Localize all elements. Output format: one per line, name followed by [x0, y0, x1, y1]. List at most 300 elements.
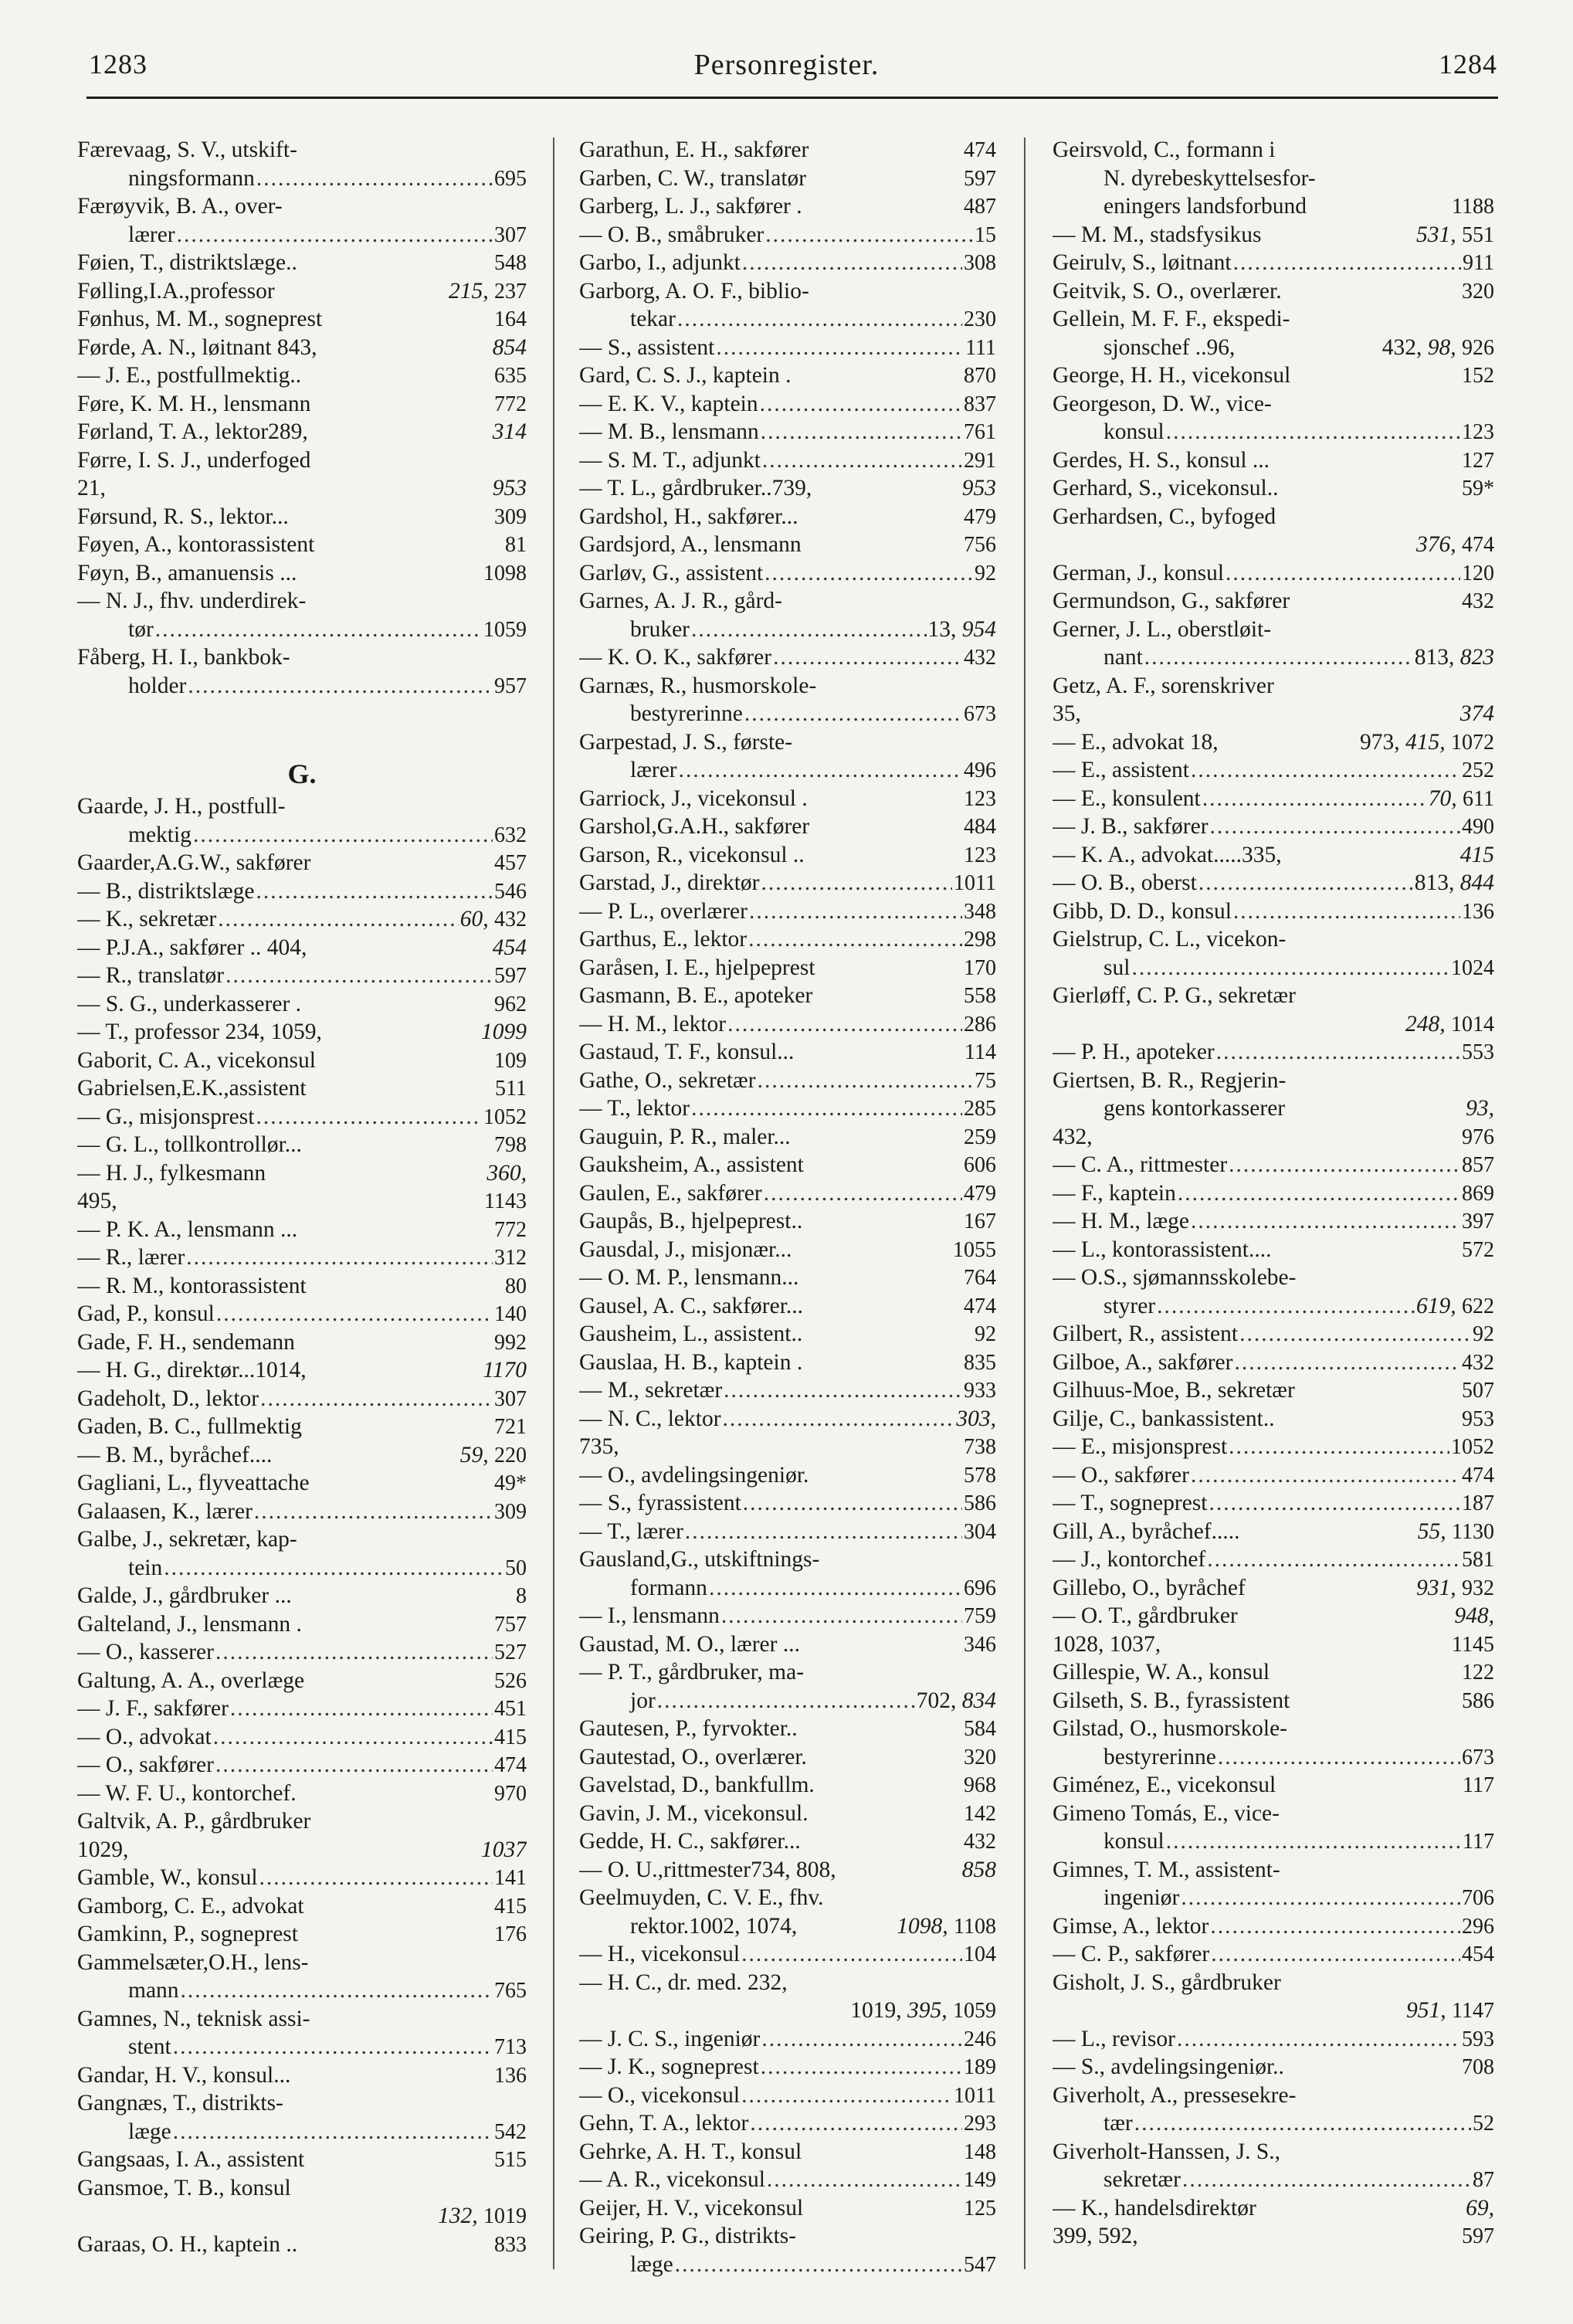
entry-text: Gamnes, N., teknisk assi-	[77, 2006, 310, 2031]
page-reference: 152	[1462, 364, 1494, 388]
dot-leader	[260, 1385, 493, 1413]
entry-text: — W. F. U., kontorchef.	[77, 1780, 297, 1806]
page-reference-italic: 132,	[438, 2204, 478, 2228]
index-entry-line	[77, 418, 527, 446]
page-reference-italic: 858	[961, 1857, 996, 1882]
entry-text: Gausel, A. C., sakfører...	[579, 1293, 804, 1318]
page-reference: 857	[1462, 1153, 1494, 1177]
page-reference-italic: 954	[961, 616, 996, 642]
page-reference: 81	[505, 533, 527, 557]
page-reference: 496	[964, 758, 996, 782]
entry-text: — R. M., kontorassistent	[77, 1273, 307, 1298]
entry-text: Føyen, A., kontorassistent	[77, 532, 315, 557]
index-entry-line	[579, 1884, 996, 1912]
dot-leader	[1218, 1743, 1460, 1772]
page-number-left: 1283	[89, 49, 147, 80]
index-entry-line	[579, 982, 996, 1010]
page-reference: 551	[1462, 222, 1494, 247]
index-entry-line	[77, 249, 527, 277]
index-entry-line	[1053, 1545, 1494, 1574]
page-reference: 307	[494, 1386, 527, 1411]
entry-text: — O. B., småbruker	[579, 222, 764, 247]
index-entry-line	[1053, 2166, 1494, 2194]
index-entry-line	[1053, 1376, 1494, 1405]
dot-leader	[761, 2053, 962, 2081]
index-entry-line	[1053, 643, 1494, 672]
index-entry-line	[579, 1376, 996, 1405]
dot-leader	[188, 672, 493, 701]
entry-text: — H. C., dr. med. 232,	[579, 1969, 788, 1995]
index-entry-line	[77, 334, 527, 362]
index-column-2	[579, 136, 996, 2278]
entry-text: — N. C., lektor	[579, 1406, 721, 1431]
index-entry-line	[1053, 1658, 1494, 1687]
entry-text: Gastaud, T. F., konsul...	[579, 1040, 795, 1064]
space	[948, 1997, 953, 2025]
dot-leader	[1166, 1827, 1461, 1856]
dot-leader	[1131, 954, 1449, 982]
page-reference-italic: 376,	[1416, 532, 1456, 557]
entry-text: — N. J., fhv. underdirek-	[77, 589, 307, 613]
page-reference: 220	[494, 1443, 527, 1467]
page-reference: 59*	[1462, 477, 1494, 500]
index-entry-line	[579, 1518, 996, 1546]
space	[1422, 334, 1427, 362]
dot-leader	[685, 1518, 962, 1546]
entry-text: — I., lensmann	[579, 1603, 720, 1628]
entry-text: — H., vicekonsul	[579, 1942, 741, 1966]
index-entry-line	[1053, 2138, 1494, 2166]
page-reference: 432	[964, 646, 996, 670]
dot-leader	[213, 1723, 493, 1752]
page-reference: 308	[964, 251, 996, 275]
index-entry-line	[77, 1695, 527, 1723]
page-reference: 611	[1463, 786, 1494, 811]
index-entry-line	[1053, 1094, 1494, 1123]
index-entry-line	[77, 1300, 527, 1328]
dot-leader	[1229, 1151, 1460, 1179]
index-entry-line	[77, 192, 527, 221]
index-entry-line	[579, 446, 996, 475]
entry-text: Gautestad, O., overlærer.	[579, 1744, 807, 1769]
page-reference: 1055	[953, 1237, 996, 1262]
page-reference: 973,	[1360, 729, 1400, 755]
page-reference: 1143	[484, 1189, 527, 1213]
index-entry-line	[1053, 1771, 1494, 1800]
entry-text: — M., sekretær	[579, 1378, 723, 1403]
index-entry-line	[579, 1067, 996, 1095]
index-entry-line	[1053, 587, 1494, 616]
entry-text: — S., fyrassistent	[579, 1491, 741, 1515]
page-reference-italic: 1037	[481, 1837, 527, 1862]
index-entry-line	[579, 1433, 996, 1461]
index-entry-line	[579, 390, 996, 419]
index-entry-line	[77, 1498, 527, 1526]
entry-text: — O.S., sjømannsskolebe-	[1053, 1265, 1297, 1290]
dot-leader	[1216, 1038, 1460, 1067]
entry-text: rektor.1002, 1074,	[630, 1913, 798, 1939]
dot-leader	[1144, 643, 1413, 672]
dot-leader	[679, 756, 962, 785]
entry-text: — O., sakfører	[1053, 1462, 1189, 1488]
entry-text: — O. U.,rittmester734, 808,	[579, 1857, 836, 1882]
page-reference: 586	[1462, 1688, 1494, 1713]
entry-text: Geiring, P. G., distrikts-	[579, 2224, 797, 2248]
entry-text: — P. H., apoteker	[1053, 1040, 1215, 1064]
page-reference: 1145	[1452, 1632, 1494, 1657]
page-reference: 870	[964, 364, 996, 388]
index-entry-line	[1053, 1405, 1494, 1433]
page-reference-italic: 303,	[956, 1406, 996, 1431]
page-reference: 474	[1462, 1463, 1494, 1488]
index-entry-line	[579, 165, 996, 193]
page-reference: 320	[1462, 279, 1494, 304]
entry-text: Gamkinn, P., sogneprest	[77, 1922, 298, 1946]
index-entry-line	[579, 418, 996, 446]
index-entry-line	[579, 1010, 996, 1039]
page-reference: 432	[1462, 589, 1494, 613]
page-reference: 572	[1462, 1237, 1494, 1262]
index-entry-line	[579, 616, 996, 644]
entry-text: — J. C. S., ingeniør	[579, 2026, 761, 2051]
page-reference-italic: 844	[1459, 870, 1494, 895]
index-column-1	[77, 136, 527, 2258]
entry-text: tein	[128, 1555, 163, 1580]
index-entry-line	[579, 756, 996, 785]
page-reference: 111	[965, 335, 996, 360]
page-reference: 15	[975, 222, 996, 247]
entry-text: bruker	[630, 616, 690, 642]
entry-text: Geijer, H. V., vicekonsul	[579, 2195, 804, 2221]
page-reference: 970	[494, 1781, 527, 1806]
entry-text: Gimse, A., lektor	[1053, 1913, 1209, 1939]
space	[1456, 1574, 1462, 1603]
space	[489, 1441, 494, 1470]
index-entry-line	[1053, 2053, 1494, 2081]
entry-text: 735,	[579, 1434, 619, 1459]
page-reference: 457	[494, 851, 527, 875]
page-reference: 141	[494, 1866, 527, 1890]
entry-text: Gerhardsen, C., byfoged	[1053, 504, 1276, 529]
page-reference-italic: 953	[492, 476, 527, 500]
entry-text: Gangsaas, I. A., assistent	[77, 2147, 305, 2172]
index-entry-line	[77, 1047, 527, 1075]
entry-text: læge	[128, 2119, 171, 2144]
page-reference: 558	[964, 984, 996, 1008]
page-reference: 92	[975, 1322, 996, 1346]
page-reference: 833	[494, 2232, 527, 2257]
entry-text: Galbe, J., sekretær, kap-	[77, 1527, 297, 1552]
entry-text: Gagliani, L., flyveattache	[77, 1471, 310, 1495]
page-reference-italic: 1170	[483, 1358, 527, 1383]
entry-text: Georgeson, D. W., vice-	[1053, 391, 1272, 416]
page-reference: 548	[494, 251, 527, 275]
index-entry-line	[1053, 531, 1494, 559]
page-reference-italic: 948,	[1454, 1603, 1494, 1628]
page-reference: 127	[1462, 448, 1494, 473]
entry-text: — B., distriktslæge	[77, 878, 255, 904]
page-reference: 713	[494, 2035, 527, 2059]
index-entry-line	[579, 2109, 996, 2138]
entry-text: 35,	[1053, 701, 1081, 726]
entry-text: — O., sakfører	[77, 1752, 214, 1777]
dot-leader	[723, 1405, 955, 1433]
entry-text: Gilstad, O., husmorskole-	[1053, 1716, 1287, 1741]
index-entry-line	[579, 559, 996, 588]
index-entry-line	[579, 672, 996, 701]
page-reference: 1130	[1452, 1519, 1494, 1544]
entry-text: Gansmoe, T. B., konsul	[77, 2175, 291, 2200]
index-entry-line	[1053, 361, 1494, 390]
page-reference: 304	[964, 1519, 996, 1544]
entry-text: 432,	[1053, 1124, 1093, 1149]
page-reference: 764	[964, 1266, 996, 1290]
page-reference: 136	[494, 2063, 527, 2088]
index-entry-line	[579, 1856, 996, 1885]
entry-text: — J. B., sakfører	[1053, 814, 1209, 839]
entry-text: — S. G., underkasserer .	[77, 991, 302, 1016]
page-reference: 635	[494, 364, 527, 388]
index-entry-line	[579, 1912, 996, 1941]
page-reference-italic: 215,	[449, 278, 489, 304]
index-entry-line	[1053, 305, 1494, 334]
page-reference: 87	[1473, 2168, 1494, 2192]
index-entry-line	[579, 1969, 996, 1997]
entry-text: nant	[1103, 645, 1143, 670]
space	[1400, 728, 1405, 757]
entry-text: ningsformann	[128, 165, 255, 191]
entry-text: Galde, J., gårdbruker ...	[77, 1583, 292, 1608]
space	[1446, 1997, 1452, 2025]
index-entry-line	[579, 1151, 996, 1179]
entry-text: Fåberg, H. I., bankbok-	[77, 645, 290, 670]
index-entry-line	[579, 474, 996, 503]
index-entry-line	[77, 1949, 527, 1977]
index-entry-line	[579, 587, 996, 616]
entry-text: Gauguin, P. R., maler...	[579, 1124, 791, 1149]
index-entry-line	[579, 2166, 996, 2194]
page-reference: 252	[1462, 758, 1494, 782]
dot-leader	[193, 821, 493, 850]
dot-leader	[765, 221, 973, 249]
index-entry-line	[579, 249, 996, 277]
index-entry-line	[77, 1328, 527, 1357]
index-entry-line	[77, 390, 527, 419]
page-reference: 479	[964, 504, 996, 529]
entry-text: Gill, A., byråchef.....	[1053, 1518, 1240, 1544]
entry-text: — H. M., lektor	[579, 1011, 727, 1036]
dot-leader	[225, 962, 493, 990]
entry-text: Garben, C. W., translatør	[579, 165, 807, 191]
index-entry-line	[77, 531, 527, 559]
index-entry-line	[77, 2033, 527, 2061]
page-reference: 586	[964, 1491, 996, 1515]
index-entry-line	[1053, 192, 1494, 221]
entry-text: mektig	[128, 822, 192, 847]
page-reference-italic: 55,	[1417, 1518, 1446, 1544]
entry-text: 1029,	[77, 1837, 129, 1862]
entry-text: Gielstrup, C. L., vicekon-	[1053, 927, 1287, 952]
entry-text: — E. K. V., kaptein	[579, 391, 758, 416]
page-reference: 1052	[483, 1104, 527, 1129]
entry-text: Gaarde, J. H., postfull-	[77, 794, 286, 819]
page-reference: 474	[1462, 533, 1494, 557]
index-entry-line	[579, 1574, 996, 1603]
index-entry-line	[1053, 1067, 1494, 1095]
page-reference: 911	[1463, 251, 1494, 275]
entry-text: — K. A., advokat.....335,	[1053, 842, 1282, 867]
page-reference-italic: 360,	[486, 1160, 527, 1186]
page-reference: 1059	[953, 1999, 996, 2023]
entry-text: — E., assistent	[1053, 758, 1189, 782]
page-reference: 1011	[954, 2083, 996, 2108]
entry-text: — K., sekretær	[77, 907, 217, 931]
index-entry-line	[77, 905, 527, 934]
space	[1457, 785, 1463, 813]
index-entry-line	[579, 192, 996, 221]
page-reference: 1019	[483, 2204, 527, 2228]
entry-text: Garstad, J., direktør	[579, 870, 760, 895]
index-entry-line	[579, 1771, 996, 1800]
dot-leader	[724, 1376, 962, 1405]
page-reference: 451	[494, 1697, 527, 1721]
index-entry-line	[77, 1610, 527, 1639]
page-reference: 432	[964, 1830, 996, 1854]
index-entry-line	[1053, 1856, 1494, 1885]
index-entry-line	[1053, 1123, 1494, 1152]
entry-text: — C. P., sakfører	[1053, 1942, 1210, 1966]
header-rule	[86, 97, 1498, 99]
index-entry-line	[1053, 2081, 1494, 2110]
page-reference: 1014	[1451, 1012, 1494, 1036]
index-entry-line	[579, 1940, 996, 1969]
entry-text: — T., lektor	[579, 1096, 690, 1121]
index-entry-line	[579, 1207, 996, 1236]
entry-text: Gauslaa, H. B., kaptein .	[579, 1349, 803, 1375]
index-entry-line	[77, 1554, 527, 1583]
entry-text: Gabrielsen,E.K.,assistent	[77, 1076, 307, 1101]
index-entry-line	[1053, 1461, 1494, 1490]
index-entry-line	[579, 1038, 996, 1067]
index-entry-line	[77, 1525, 527, 1554]
entry-text: Gierløff, C. P. G., sekretær	[1053, 983, 1296, 1008]
index-entry-line	[77, 2089, 527, 2118]
page-reference: 397	[1462, 1209, 1494, 1233]
index-entry-line	[77, 2202, 527, 2231]
dot-leader	[762, 446, 962, 475]
page-reference: 706	[1462, 1886, 1494, 1910]
entry-text: Gaustad, M. O., lærer ...	[579, 1631, 800, 1657]
entry-text: Garpestad, J. S., første-	[579, 729, 793, 755]
dot-leader	[256, 877, 493, 906]
page-reference-italic: 415	[1459, 842, 1494, 867]
page-reference: 1188	[1452, 195, 1494, 219]
page-reference: 932	[1462, 1576, 1494, 1600]
page-reference: 953	[1462, 1406, 1494, 1431]
entry-text: Gandar, H. V., konsul...	[77, 2062, 291, 2088]
entry-text: Gilboe, A., sakfører	[1053, 1349, 1233, 1375]
space	[1446, 1518, 1452, 1546]
index-entry-line	[1053, 1574, 1494, 1603]
page-reference: 1098	[483, 561, 527, 585]
entry-text: Gellein, M. F. F., ekspedi-	[1053, 307, 1290, 331]
entry-text: Geelmuyden, C. V. E., fhv.	[579, 1885, 824, 1910]
page-reference: 415	[494, 1894, 527, 1919]
page-reference: 230	[964, 307, 996, 331]
page-reference: 597	[1462, 2224, 1494, 2248]
dot-leader	[709, 1574, 962, 1603]
entry-text: Førre, I. S. J., underfoged	[77, 447, 311, 473]
index-entry-line	[1053, 446, 1494, 475]
dot-leader	[1134, 2109, 1471, 2138]
index-entry-line	[579, 361, 996, 390]
index-entry-line	[1053, 1151, 1494, 1179]
index-entry-line	[579, 643, 996, 672]
entry-text: N. dyrebeskyttelsesfor-	[1103, 165, 1316, 191]
entry-text: — J. E., postfullmektig..	[77, 363, 302, 388]
entry-text: Førde, A. N., løitnant 843,	[77, 334, 317, 360]
page-reference: 92	[1473, 1322, 1494, 1346]
page-reference: 933	[964, 1379, 996, 1403]
page-reference: 189	[964, 2055, 996, 2079]
page-reference: 432	[1462, 1350, 1494, 1375]
entry-text: Færevaag, S. V., utskift-	[77, 137, 297, 162]
entry-text: — P. T., gårdbruker, ma-	[579, 1660, 805, 1684]
dot-leader	[1182, 2166, 1471, 2194]
page-reference: 578	[964, 1463, 996, 1488]
page-reference: 176	[494, 1922, 527, 1946]
dot-leader	[764, 1179, 962, 1208]
index-entry-line	[77, 1243, 527, 1272]
entry-text: — T. L., gårdbruker..739,	[579, 476, 812, 500]
page-reference: 296	[1462, 1914, 1494, 1939]
entry-text: Gillespie, W. A., konsul	[1053, 1660, 1270, 1684]
index-entry-line	[77, 2231, 527, 2259]
index-entry-line	[1053, 1320, 1494, 1349]
page-reference: 1019,	[850, 1998, 902, 2023]
page-reference: 708	[1462, 2055, 1494, 2079]
index-entry-line	[77, 934, 527, 962]
page-reference-italic: 395,	[907, 1998, 948, 2023]
page-reference: 490	[1462, 815, 1494, 839]
index-entry-line	[579, 1405, 996, 1433]
page-reference: 259	[964, 1125, 996, 1149]
entry-text: — K., handelsdirektør	[1053, 2195, 1256, 2221]
entry-text: Garborg, A. O. F., biblio-	[579, 278, 809, 304]
dot-leader	[215, 1638, 493, 1667]
page-reference: 1059	[483, 617, 527, 642]
entry-text: Gaulen, E., sakfører	[579, 1180, 762, 1206]
page-reference: 170	[964, 955, 996, 980]
dot-leader	[230, 1695, 493, 1723]
page-reference: 164	[494, 307, 527, 331]
entry-text: Førsund, R. S., lektor...	[77, 504, 289, 529]
index-entry-line	[77, 849, 527, 877]
page-reference: 120	[1462, 561, 1494, 585]
index-entry-line	[579, 1715, 996, 1743]
index-entry-line	[1053, 1349, 1494, 1377]
page-reference: 632	[494, 823, 527, 847]
entry-text: Gamborg, C. E., advokat	[77, 1893, 304, 1919]
entry-text: Garshol,G.A.H., sakfører	[579, 814, 810, 839]
page-reference: 721	[494, 1415, 527, 1439]
index-entry-line	[77, 672, 527, 701]
index-entry-line	[1053, 728, 1494, 757]
index-entry-line	[77, 1892, 527, 1921]
index-entry-line	[1053, 1264, 1494, 1292]
entry-text: mann	[128, 1978, 179, 2003]
entry-text: Gibb, D. D., konsul	[1053, 898, 1232, 924]
